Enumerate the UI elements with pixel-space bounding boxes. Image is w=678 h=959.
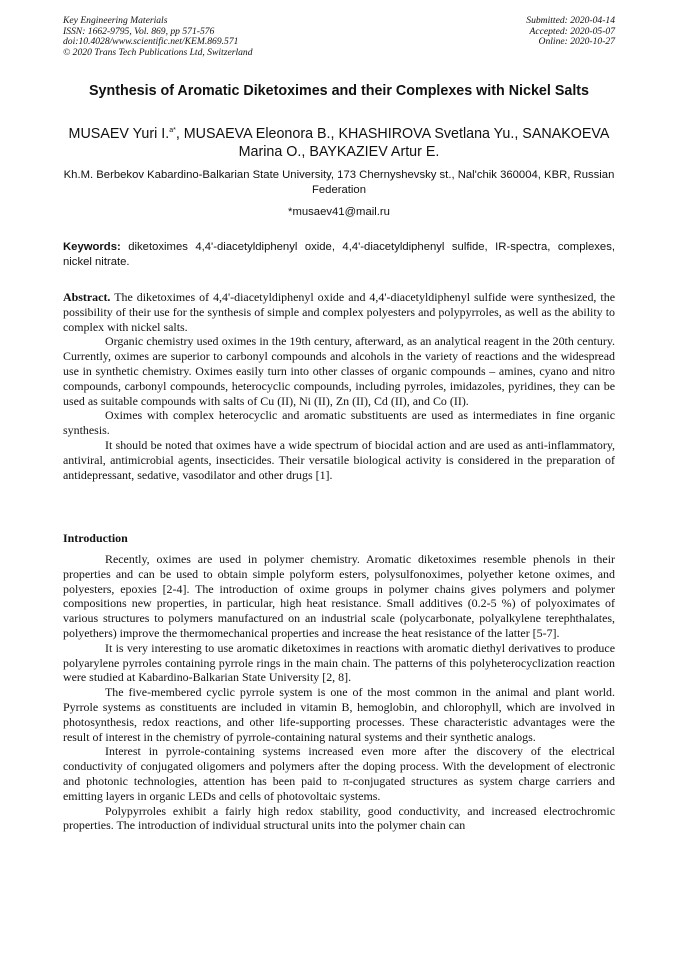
- body-paragraph: Oximes with complex heterocyclic and aromatic substituents are used as intermediates in fine organic synthesis.: [63, 408, 615, 438]
- first-author: MUSAEV Yuri I.: [68, 126, 170, 142]
- submitted-date: Submitted: 2020-04-14: [526, 15, 615, 26]
- doi-line: doi:10.4028/www.scientific.net/KEM.869.571: [63, 36, 239, 48]
- journal-header-left: [63, 16, 253, 58]
- abstract-label: Abstract.: [63, 290, 111, 304]
- body-paragraph: It is very interesting to use aromatic diketoximes in reactions with aromatic diethyl derivatives to produce polyarylene pyrroles containing pyrrole rings in the main chain. The patterns of this polyheterocyclization reaction were studied at Kabardino-Balkarian State University [2, 8].: [63, 640, 615, 685]
- journal-name: Key Engineering Materials: [63, 15, 168, 26]
- online-date: Online: 2020-10-27: [538, 36, 615, 48]
- keywords-label: Keywords:: [63, 241, 121, 253]
- abstract-paragraph: [63, 290, 615, 334]
- author-affiliation-mark: a*: [169, 127, 176, 135]
- body-paragraph: Interest in pyrrole-containing systems increased even more after the discovery of the electrical conductivity of conjugated oligomers and polymers after the doping process. With the development of electronic and photonic technologies, attention has been paid to π-conjugated structures as system charge carriers and emitting layers in organic LEDs and cells of photovoltaic systems.: [63, 744, 615, 803]
- body-paragraph: The five-membered cyclic pyrrole system is one of the most common in the animal and plant world. Pyrrole systems as constituents are included in vitamin B, hemoglobin, and chlorophyll, which are involved in photosynthesis, redox reactions, and other life-supporting processes. These characteristic advantages were the result of interest in the chemistry of pyrrole-containing natural systems and their synthetic analogs.: [63, 685, 615, 744]
- keywords: [63, 240, 615, 269]
- abstract-text: The diketoximes of 4,4'-diacetyldiphenyl oxide and 4,4'-diacetyldiphenyl sulfide were synthesized, the possibility of their use for the synthesis of simple and complex polyesters and polypyrroles, as well as the ability to complex with nickel salts.: [63, 290, 615, 334]
- copyright-line: © 2020 Trans Tech Publications Ltd, Switzerland: [63, 46, 253, 58]
- introduction-section: [63, 552, 615, 833]
- abstract-section: [63, 290, 615, 482]
- issn-line: ISSN: 1662-9795, Vol. 869, pp 571-576: [63, 25, 215, 37]
- body-paragraph: Polypyrroles exhibit a fairly high redox stability, good conductivity, and increased electrochromic properties. The introduction of individual structural units into the polymer chain can: [63, 803, 615, 833]
- keywords-text: diketoximes 4,4'-diacetyldiphenyl oxide, 4,4'-diacetyldiphenyl sulfide, IR-spectra, complexes, nickel nitrate.: [63, 241, 616, 268]
- body-paragraph: It should be noted that oximes have a wide spectrum of biocidal action and are used as anti-inflammatory, antiviral, antimicrobial agents, insecticides. Their versatile biological activity is considered in the preparation of antidepressant, sedative, vasodilator and other drugs [1].: [63, 437, 615, 482]
- body-paragraph: Organic chemistry used oximes in the 19th century, afterward, as an analytical reagent in the 20th century. Currently, oximes are superior to carbonyl compounds and alcohols in the variety of reactions and the widespread use in synthetic chemistry. Oximes easily turn into other classes of organic compounds – amines, cyano and nitro compounds, carbonyl compounds, heterocyclic compounds, including pyrroles, imidazoles, pyridines, they can be used as suitable compounds with salts of Cu (II), Ni (II), Zn (II), Cd (II), and Co (II).: [63, 334, 615, 408]
- paper-title: Synthesis of Aromatic Diketoximes and their Complexes with Nickel Salts: [88, 83, 589, 99]
- section-heading-introduction: Introduction: [63, 531, 128, 545]
- accepted-date: Accepted: 2020-05-07: [529, 25, 615, 37]
- other-authors: , MUSAEVA Eleonora B., KHASHIROVA Svetlana Yu., SANAKOEVA Marina O., BAYKAZIEV Artur E.: [175, 126, 610, 160]
- author-list: [63, 125, 615, 161]
- journal-header-right: [526, 16, 615, 48]
- corresponding-email: *musaev41@mail.ru: [288, 206, 390, 218]
- body-paragraph: Recently, oximes are used in polymer chemistry. Aromatic diketoximes resemble phenols in their properties and can be used to obtain simple polyform esters, polysulfonoximes, polyether ketone oximes, and polyesters, epoxies [2-4]. The introduction of oxime groups in polymer chains gives polymers and polymer compositions new properties, in particular, high heat resistance. Small additives (0.2-5 %) of polyoximates of various structures to polymers manufactured on an industrial scale (polycarbonate, polyalkylene terephthalates, polyethers) improve the thermomechanical properties and increase the heat resistance of the latter [5-7].: [63, 552, 615, 640]
- affiliation: Kh.M. Berbekov Kabardino-Balkarian State University, 173 Chernyshevsky st., Nal'chik 360004, KBR, Russian Federation: [63, 169, 615, 196]
